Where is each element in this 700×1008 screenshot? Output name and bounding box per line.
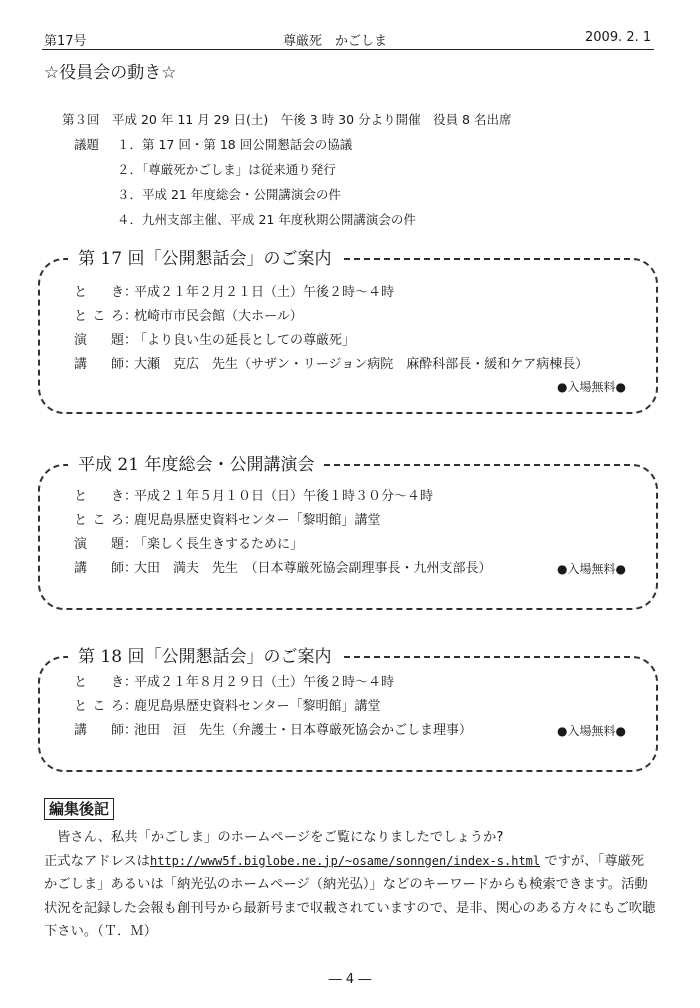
agenda-item: ３．平成 21 年度総会・公開講演会の件	[117, 187, 341, 202]
admission-free-badge: ●入場無料●	[557, 380, 626, 394]
event-row-time: とき：平成２１年２月２１日（土）午後２時～４時	[74, 285, 395, 300]
event-row-place: ところ：鹿児島県歴史資料センター「黎明館」講堂	[74, 699, 381, 714]
event-row-speaker: 講師：大瀬 克広 先生（サザン・リージョン病院 麻酔科部長・緩和ケア病棟長）	[74, 357, 589, 372]
event-row-topic: 演題：「より良い生の延長としての尊厳死」	[74, 333, 356, 348]
newsletter-title: 尊厳死 かごしま	[283, 34, 388, 49]
agenda-label: 議題	[74, 137, 100, 152]
admission-free-badge: ●入場無料●	[557, 562, 626, 576]
event-title: 第 17 回「公開懇話会」のご案内	[68, 246, 341, 272]
event-title: 第 18 回「公開懇話会」のご案内	[68, 644, 341, 670]
editor-note-body	[44, 826, 656, 944]
agenda-item: ２．「尊厳死かごしま」は従来通り発行	[117, 162, 336, 177]
event-row-place: ところ：枕崎市市民会館（大ホール）	[74, 309, 303, 324]
editor-note-title: 編集後記	[44, 798, 114, 820]
admission-free-badge: ●入場無料●	[557, 724, 626, 738]
section-title: ☆役員会の動き☆	[44, 63, 177, 83]
event-title: 平成 21 年度総会・公開講演会	[68, 452, 324, 478]
event-row-speaker: 講師：大田 満夫 先生 （日本尊厳死協会副理事長・九州支部長）	[74, 561, 492, 576]
event-row-speaker: 講師：池田 洹 先生（弁護士・日本尊厳死協会かごしま理事）	[74, 723, 473, 738]
event-row-place: ところ：鹿児島県歴史資料センター「黎明館」講堂	[74, 513, 381, 528]
event-row-time: とき：平成２１年５月１０日（日）午後１時３０分～４時	[74, 489, 434, 504]
header-rule	[42, 49, 654, 50]
agenda-item: ４．九州支部主催、平成 21 年度秋期公開講演会の件	[117, 212, 416, 227]
event-box-17th-forum	[38, 249, 658, 414]
page-number: ― 4 ―	[328, 972, 372, 987]
event-row-topic: 演題：「楽しく長生きするために」	[74, 537, 304, 552]
event-row-time: とき：平成２１年８月２９日（土）午後２時～４時	[74, 675, 395, 690]
editor-note-paragraph: 皆さん、私共「かごしま」のホームページをご覧になりましたでしょうか?	[57, 830, 504, 845]
editor-note-paragraph: 正式なアドレスはhttp://www5f.biglobe.ne.jp/~osame/sonngen/index-s.html ですが、「尊厳死かごしま」あるいは「納光弘のホームページ（納光弘）」などのキーワードからも検索できます。活動状況を記録した会報も創刊号から最新号まで収載されていますので、是非、関心のある方々にもご吹聴下さい。（Ｔ．Ｍ）	[44, 853, 656, 939]
homepage-link[interactable]: http://www5f.biglobe.ne.jp/~osame/sonngen/index-s.html	[149, 853, 541, 868]
meeting-summary: 第３回 平成 20 年 11 月 29 日(土) 午後 3 時 30 分より開催 役員 8 名出席	[62, 112, 512, 127]
agenda-item: １．第 17 回・第 18 回公開懇話会の協議	[117, 137, 353, 152]
event-box-18th-forum	[38, 647, 658, 772]
issue-number: 第17号	[44, 34, 87, 49]
issue-date: 2009. 2. 1	[585, 30, 652, 45]
event-box-annual-meeting	[38, 455, 658, 610]
